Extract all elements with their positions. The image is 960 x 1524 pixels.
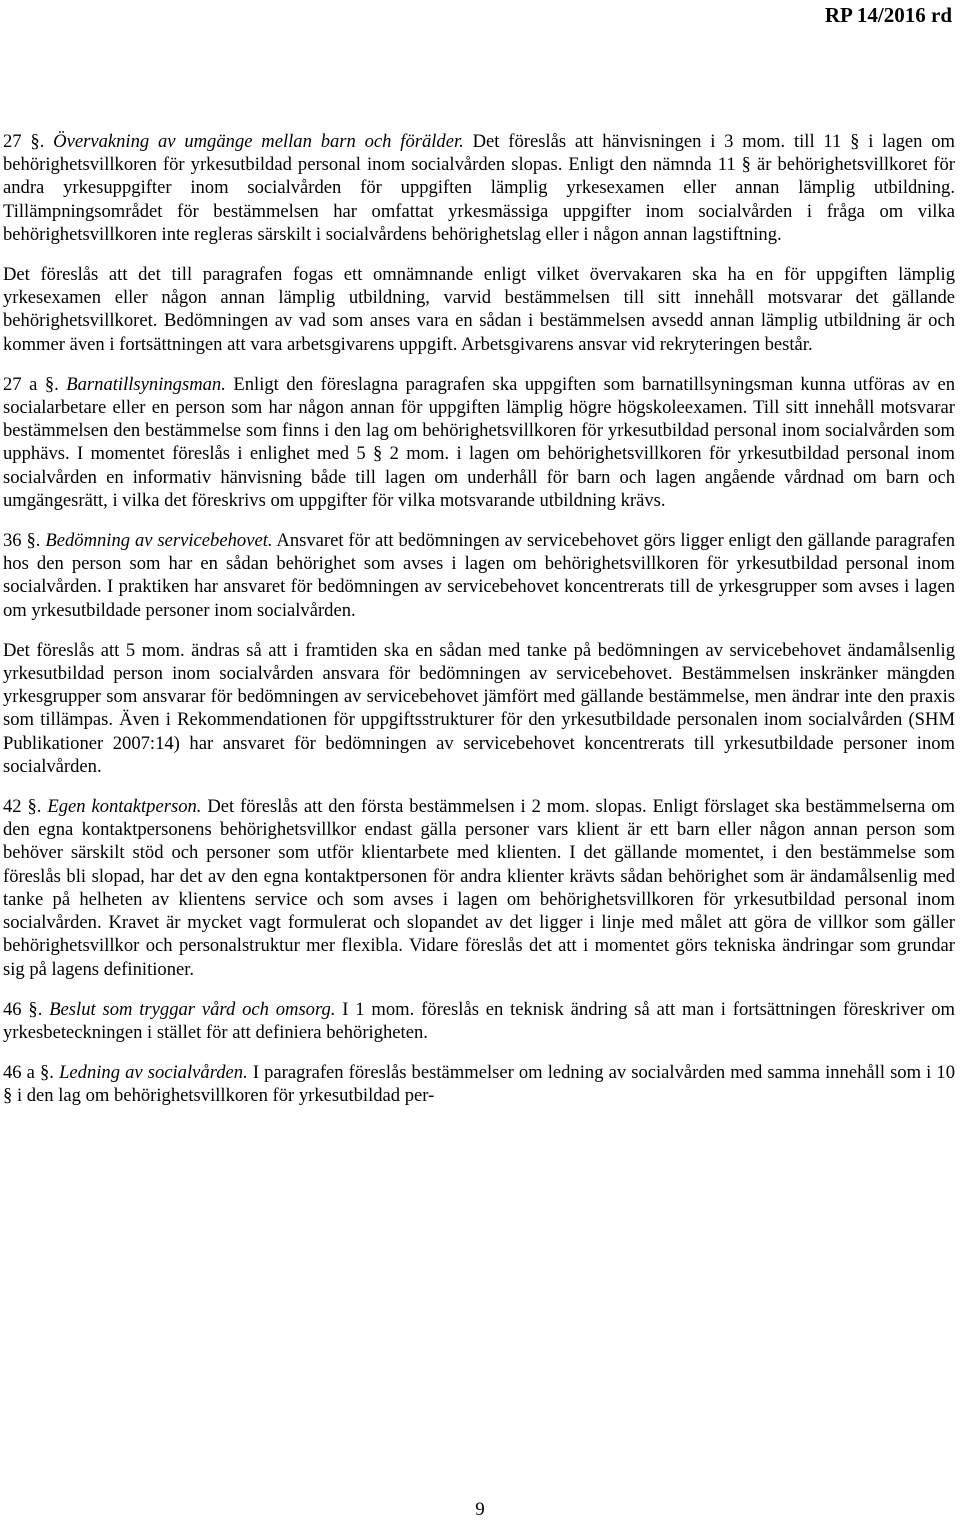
section-number: 36 §. <box>3 530 41 552</box>
section-text: Det föreslås att 5 mom. ändras så att i framtiden ska en sådan med tanke på bedömningen av servicebehovet ändamålsenlig yrkesutbildad person inom socialvården ansvara för bedömningen av servicebehovet. Bestämmelsen inskränker mängden yrkesgrupper som ansvarar för bedömningen av servicebehovet jämfört med gällande bestämmelse, men ändrar inte den praxis som tillämpas. Även i Rekommendationen för uppgiftsstrukturer för den yrkesutbildade personalen inom socialvården (SHM Publikationer 2007:14) har ansvaret för bedömningen av servicebehovet koncentrerats till yrkesutbildade personer inom socialvården. <box>3 639 955 777</box>
page-number: 9 <box>475 1499 485 1520</box>
section-36-continued <box>3 639 955 778</box>
section-heading: Övervakning av umgänge mellan barn och förälder. <box>53 131 464 152</box>
section-46 <box>3 998 955 1044</box>
section-text: Det föreslås att hänvisningen i 3 mom. till 11 § i lagen om behörighetsvillkoren för yrkesutbildad personal inom socialvården slopas. Enligt den nämnda 11 § är behörighetsvillkoret för andra yrkesuppgifter inom socialvården för uppgiften lämplig yrkesexamen eller annan lämplig utbildning. Tillämpningsområdet för bestämmelsen har omfattat yrkesmässiga uppgifter inom socialvården i fråga om vilka behörighetsvillkoren inte regleras särskilt i socialvårdens behörighetslag eller i någon annan lagstiftning. <box>3 131 956 245</box>
section-36 <box>3 529 955 622</box>
section-text: I paragrafen föreslås bestämmelser om ledning av socialvården med samma innehåll som i 10 § i den lag om behörighetsvillkoren för yrkesutbildad per- <box>3 1062 955 1107</box>
section-text: Ansvaret för att bedömningen av servicebehovet görs ligger enligt den gällande paragrafen hos den person som har en sådan behörighet som avses i lagen om behörighetsvillkoren för yrkesutbildad personal inom socialvården. I praktiken har ansvaret för bedömningen av servicebehovet koncentrerats till de yrkesgrupper som avses i lagen om yrkesutbildade personer inom socialvården. <box>3 530 956 621</box>
section-text: Det föreslås att det till paragrafen fogas ett omnämnande enligt vilket övervakaren ska ha en för uppgiften lämplig yrkesexamen eller någon annan lämplig utbildning, varvid bestämmelsen till sitt innehåll motsvarar det gällande behörighetsvillkoret. Bedömningen av vad som anses vara en sådan i bestämmelsen avsedd annan lämplig utbildning är och kommer även i fortsättningen att vara arbetsgivarens uppgift. Arbetsgivarens ansvar vid rekryteringen består. <box>3 264 955 355</box>
section-text: I 1 mom. föreslås en teknisk ändring så att man i fortsättningen föreskriver om yrkesbeteckningen i stället för att definiera behörigheten. <box>3 998 956 1043</box>
section-42 <box>3 795 955 981</box>
section-heading: Barnatillsyningsman. <box>66 373 226 395</box>
section-heading: Egen kontaktperson. <box>47 796 202 818</box>
section-heading: Ledning av socialvården. <box>59 1062 248 1084</box>
section-heading: Beslut som tryggar vård och omsorg. <box>49 998 336 1020</box>
section-heading: Bedömning av servicebehovet. <box>45 530 273 552</box>
section-text: Det föreslås att den första bestämmelsen i 2 mom. slopas. Enligt förslaget ska bestämmelserna om den egna kontaktpersonens behörighetsvillkor endast gälla personer vars klient är ett barn eller någon annan person som behöver särskilt stöd och personer som utför klientarbete med klienten. I det gällande momentet, i den bestämmelse som föreslås bli slopad, har det av den egna kontaktpersonen för andra klienter krävts sådan behörighet som är ändamålsenlig med tanke på helheten av klientens service och som avses i lagen om behörighetsvillkoren för yrkesutbildad personal inom socialvården. Kravet är mycket vagt formulerat och slopandet av det ligger i linje med målet att göra de villkor som gäller behörighetsvillkor och personalstruktur mer flexibla. Vidare föreslås det att i momentet görs tekniska ändringar som grundar sig på lagens definitioner. <box>3 796 955 980</box>
section-number: 42 §. <box>3 796 42 818</box>
section-46a <box>3 1061 955 1107</box>
document-body <box>3 130 955 1125</box>
section-27 <box>3 130 955 246</box>
section-27a <box>3 373 955 512</box>
section-text: Enligt den föreslagna paragrafen ska uppgiften som barnatillsyningsman kunna utföras av en socialarbetare eller en person som har någon annan för uppgiften lämplig högre högskoleexamen. Till sitt innehåll motsvarar bestämmelsen den bestämmelse som finns i den lag om behörighetsvillkoren för yrkesutbildad personal inom socialvården som upphävs. I momentet föreslås i enlighet med 5 § 2 mom. i lagen om behörighetsvillkoren för yrkesutbildad personal inom socialvården en informativ hänvisning både till lagen om underhåll för barn och lagen angående vårdnad om barn och umgängesrätt, i vilka det föreskrivs om uppgifter för vilka motsvarande utbildning krävs. <box>3 373 955 511</box>
section-number: 46 a §. <box>3 1062 54 1084</box>
section-27-continued <box>3 263 955 356</box>
document-id-header: RP 14/2016 rd <box>824 3 952 27</box>
section-number: 27 §. <box>3 131 45 152</box>
section-number: 46 §. <box>3 998 43 1020</box>
section-number: 27 a §. <box>3 373 59 395</box>
